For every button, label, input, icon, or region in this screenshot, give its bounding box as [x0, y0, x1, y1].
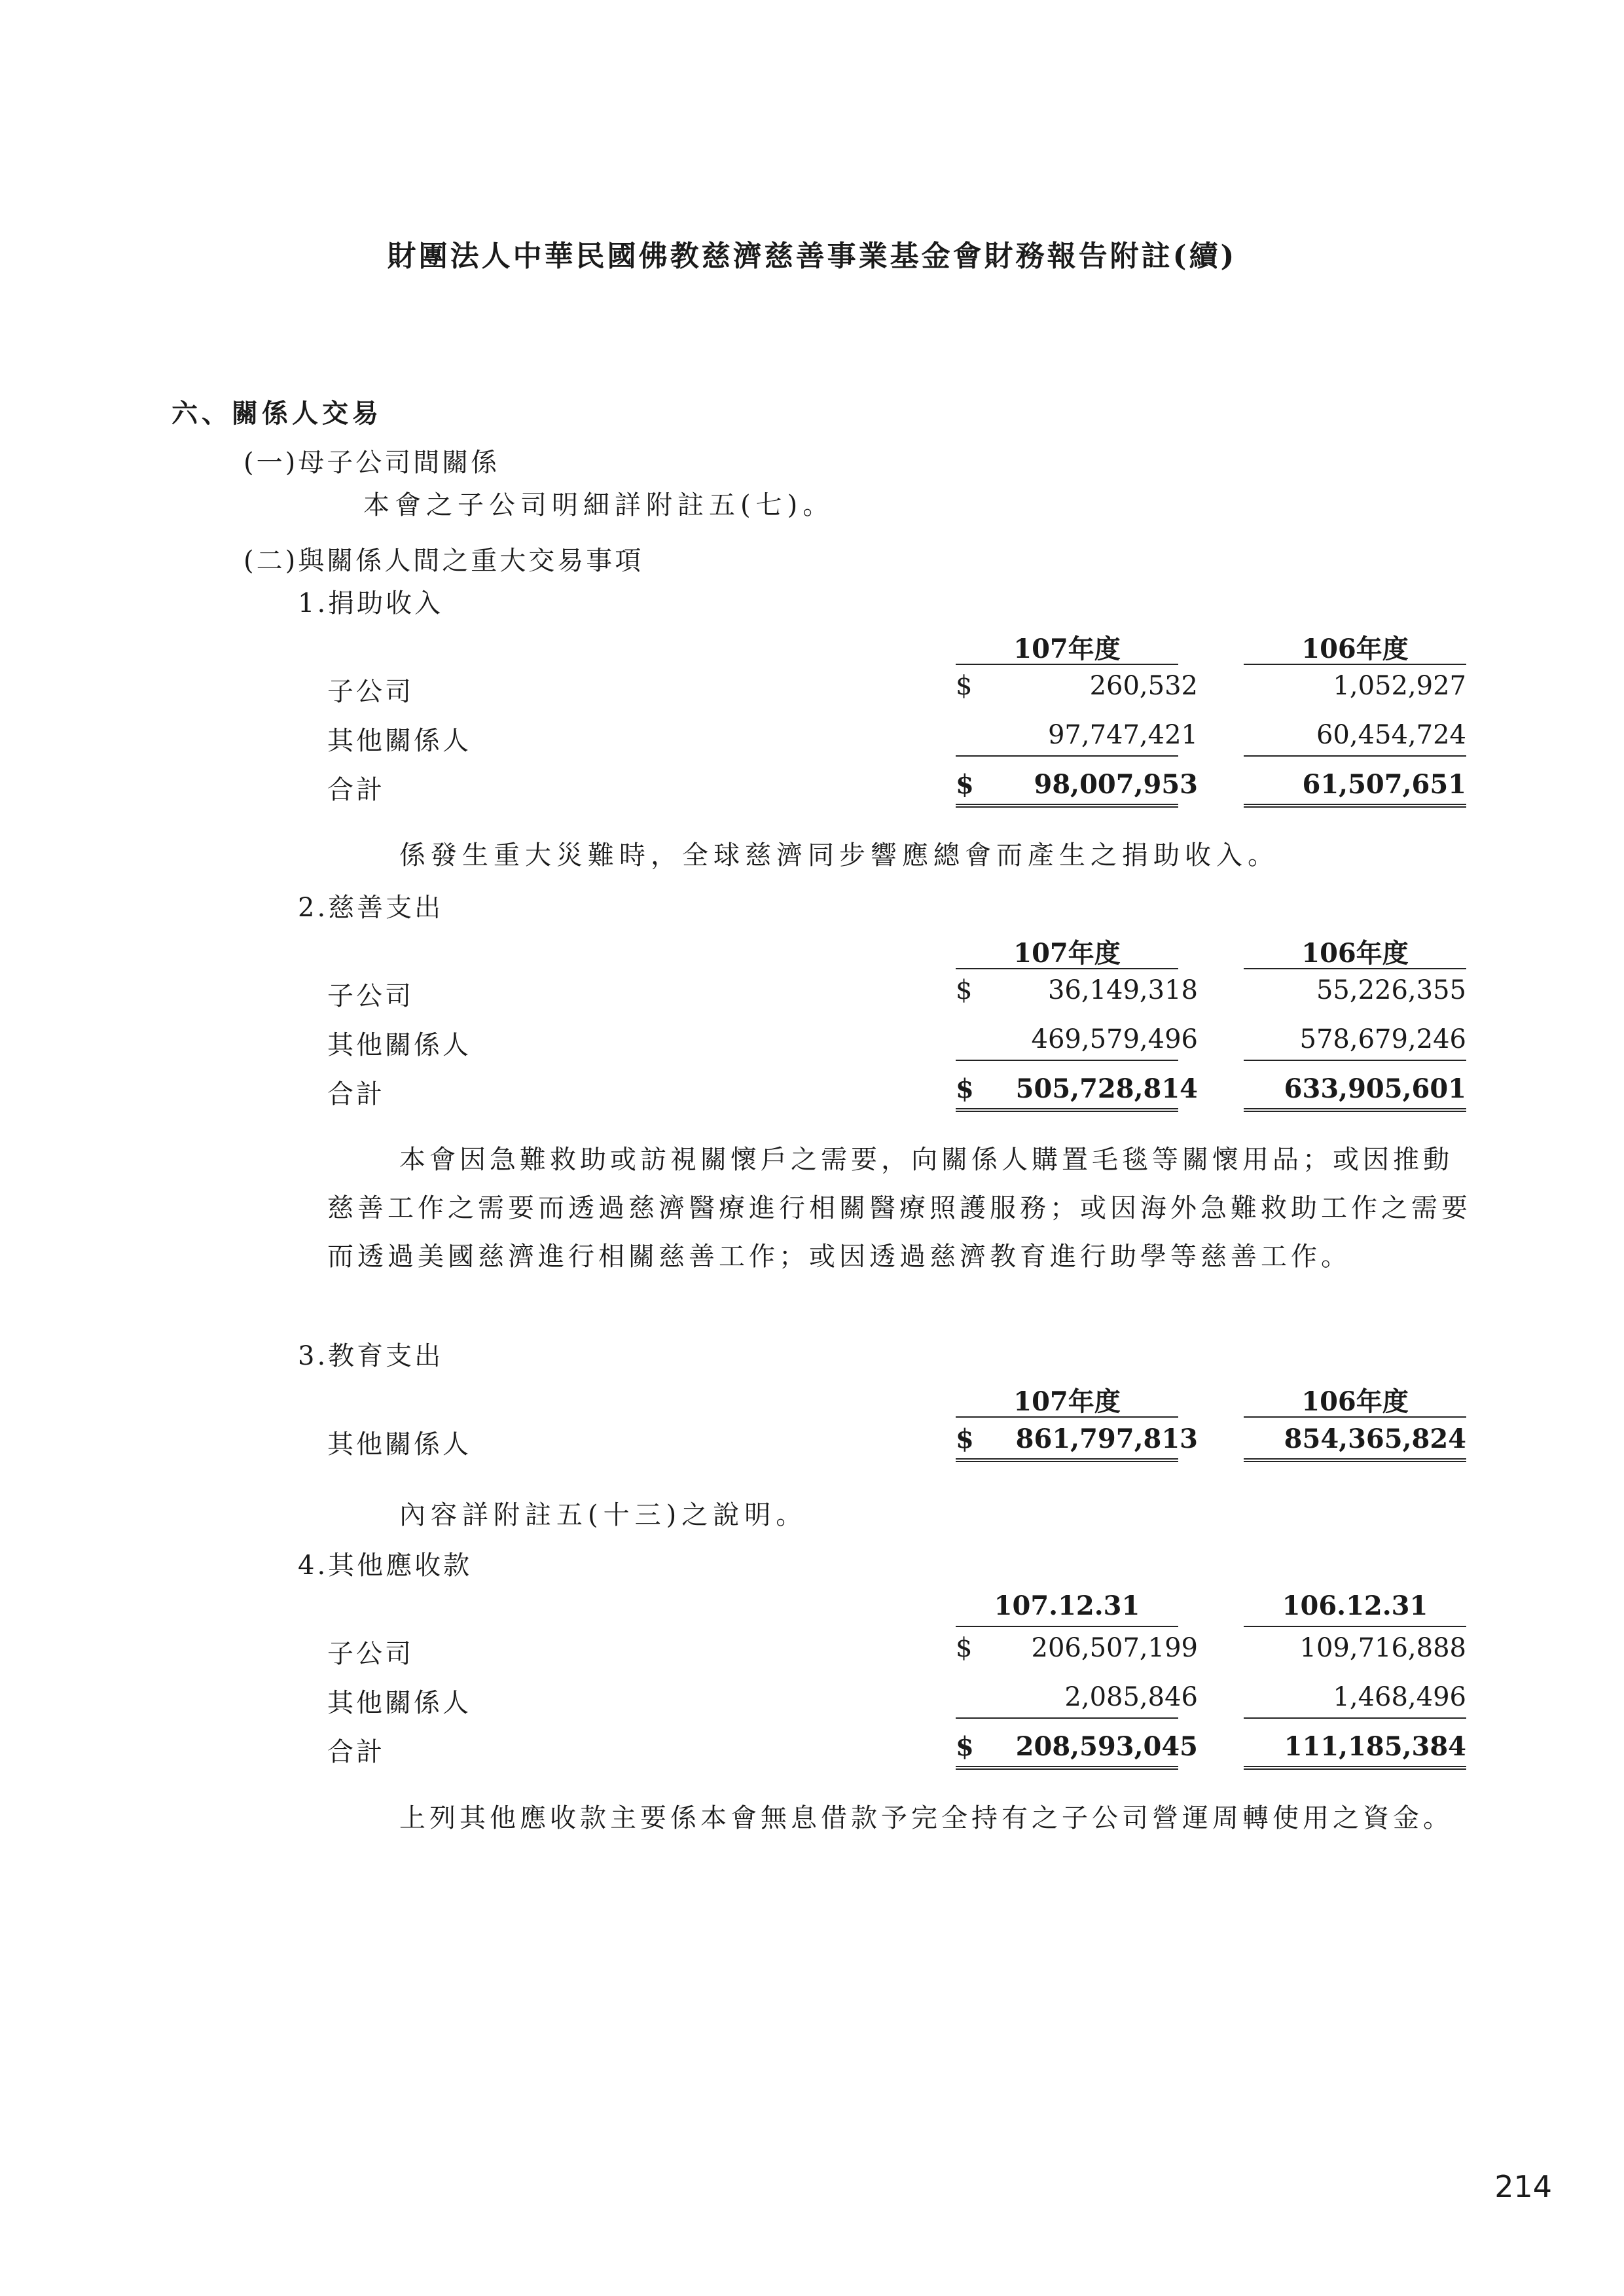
col-header-current: 107年度 [1013, 938, 1121, 969]
donation-income-heading: 1.捐助收入 [298, 588, 444, 619]
table-row-total: 合計 $ 98,007,953 61,507,651 [327, 769, 1466, 805]
col-header-current: 107年度 [1013, 634, 1121, 664]
section-heading: 六、關係人交易 [171, 398, 382, 429]
table-row: 其他關係人 2,085,846 1,468,496 [327, 1682, 1466, 1718]
col-header-prior: 106年度 [1301, 1386, 1409, 1417]
col-header-prior: 106.12.31 [1282, 1590, 1428, 1621]
table-row-total: 合計 $ 505,728,814 633,905,601 [327, 1073, 1466, 1109]
report-title: 財團法人中華民國佛教慈濟慈善事業基金會財務報告附註(續) [387, 240, 1237, 273]
table-row-total: 合計 $ 208,593,045 111,185,384 [327, 1731, 1466, 1767]
other-receivables-note: 上列其他應收款主要係本會無息借款予完全持有之子公司營運周轉使用之資金。 [399, 1803, 1453, 1833]
charity-expense-note: 本會因急難救助或訪視關懷戶之需要，向關係人購置毛毯等關懷用品；或因推動慈善工作之需要而透過慈濟醫療進行相關醫療照護服務；或因海外急難救助工作之需要而透過美國慈濟進行相關慈善工作；或因透過慈濟教育進行助學等慈善工作。 [327, 1145, 1471, 1272]
subsection-1-heading: (一)母子公司間關係 [244, 448, 500, 478]
education-expense-note: 內容詳附註五(十三)之說明。 [399, 1500, 808, 1530]
table-row-total: 其他關係人 $ 861,797,813 854,365,824 [327, 1424, 1466, 1460]
subsection-1-text: 本會之子公司明細詳附註五(七)。 [363, 490, 835, 520]
charity-expense-heading: 2.慈善支出 [298, 893, 444, 923]
col-header-current: 107年度 [1013, 1386, 1121, 1417]
col-header-prior: 106年度 [1301, 634, 1409, 664]
col-header-current: 107.12.31 [994, 1590, 1140, 1621]
subsection-2-heading: (二)與關係人間之重大交易事項 [244, 546, 644, 576]
education-expense-heading: 3.教育支出 [298, 1341, 444, 1371]
table-row: 子公司 $ 206,507,199 109,716,888 [327, 1633, 1466, 1669]
table-row: 子公司 $ 260,532 1,052,927 [327, 671, 1466, 707]
table-row: 其他關係人 97,747,421 60,454,724 [327, 720, 1466, 756]
other-receivables-heading: 4.其他應收款 [298, 1551, 473, 1581]
donation-income-note: 係發生重大災難時，全球慈濟同步響應總會而產生之捐助收入。 [399, 840, 1279, 870]
page-number: 214 [1494, 2169, 1552, 2204]
table-row: 其他關係人 469,579,496 578,679,246 [327, 1024, 1466, 1060]
col-header-prior: 106年度 [1301, 938, 1409, 969]
table-row: 子公司 $ 36,149,318 55,226,355 [327, 975, 1466, 1011]
